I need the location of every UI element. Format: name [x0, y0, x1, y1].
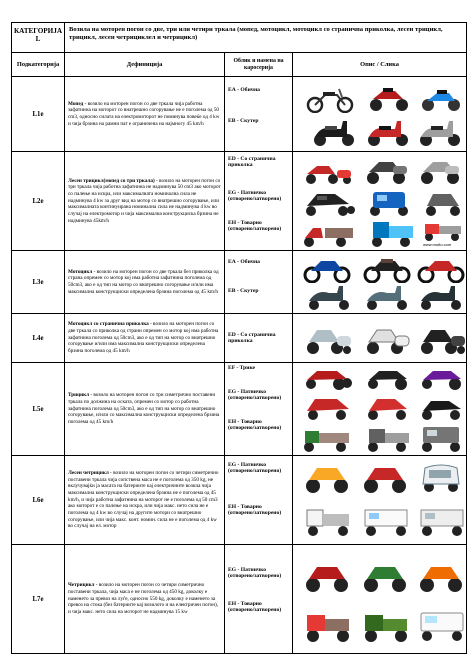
definition-body: - возило на моторен погон со две тркала чија работна зафатнина на моторот со внатрешно согорување не е поголема од 50 cm3, односно силата на електромоторот не поминува повеќе од 4 kw и чија брзина на рамни пат е ограничена на најмногу 45 km/h: [68, 100, 220, 127]
definition-text: [65, 314, 225, 363]
definition-text: [65, 456, 225, 545]
definition-body: - возило на моторен погон со три тркала чија работна зафатнина не надминува 50 cm3 ако моторот со палење на искра, или максималната номинална сила не надминува 4 kw за друг вид на мотор со внатрешно согорување, или максималната континуирана номинална сила не надминува 4 kw во случај на електромотор и чија максимална конструкциска брзина не надминува 45km/h: [68, 177, 221, 224]
vehicle-category-table: [11, 22, 467, 654]
definition-body: - возило на моторен погон со две тркала со приколка од страни опремен со мотор кој има работна зафатнина поголема од 50cm3, ако е од тип на мотор со внатрешно согорување и/или има максимална конструкциски определена брзина поголема од 45 km/h: [68, 321, 219, 354]
cargo-tricycle-image: [301, 423, 353, 453]
sidecar-motorcycle-image: [303, 320, 353, 356]
image-cell: [293, 456, 467, 545]
form-item: ЕА - Обична: [228, 87, 260, 93]
utility-quad-image: [417, 607, 467, 643]
quad-image: [361, 559, 409, 593]
form-item: EH - Товарно (отворено/затворено): [228, 220, 282, 233]
trike-image: [303, 365, 353, 391]
form-item: ЕВ - Скутер: [228, 288, 259, 294]
cargo-tricycle-image: [367, 218, 417, 248]
form-cell: [225, 251, 293, 314]
cargo-tricycle-image: [417, 423, 467, 453]
motorcycle-image: [303, 253, 351, 283]
col-subcategory: Подкатегорија: [12, 53, 65, 77]
scooter-image: [365, 117, 411, 147]
subcategory-code: L1e: [12, 77, 65, 152]
scooter-image: [311, 117, 357, 147]
image-credit: www.motto.com: [423, 242, 452, 247]
form-item: EG - Патничко (отворено/затворено): [228, 462, 282, 475]
quad-image: [303, 559, 351, 593]
form-cell: [225, 363, 293, 456]
definition-body: - возило на моторен погон со четири симетрично поставени тркала, чија маса е не поголема од 450 kg, доколку е наменето за превоз на луѓе, односно 550 kg, доколку е наменето за превоз на стока (без батериите кај возилото и на електричен погон), и чија макс. нето сила на моторот не надминува 15 kw: [68, 582, 218, 615]
quad-image: [417, 559, 465, 593]
form-item: EH - Товарно (отворено/затворено): [228, 419, 282, 432]
form-cell: [225, 456, 293, 545]
subcategory-code: L4e: [12, 314, 65, 363]
trike-image: [363, 365, 413, 391]
image-cell: [293, 545, 467, 654]
sidecar-moped-image: [417, 154, 463, 186]
table-row: [12, 251, 467, 314]
category-title: Возила на моторен погон со две, три или четири тркала (мопед, мотоцикл, мотоцикл со странична приколка, лесен трицикл, трицикл, лесен четрициклел и четрицикл): [65, 23, 467, 53]
form-cell: [225, 545, 293, 654]
definition-text: [65, 152, 225, 251]
form-cell: [225, 77, 293, 152]
light-tricycle-image: [365, 188, 415, 218]
moped-image: [419, 81, 463, 113]
form-item: EG - Патничко (отворено/затворено): [228, 389, 282, 402]
form-item: ЕА - Обична: [228, 259, 260, 265]
category-number: L: [35, 35, 41, 43]
table-row: [12, 77, 467, 152]
col-definition: Дефиниција: [65, 53, 225, 77]
definition-body: - возило на моторен погон со четири симетрично поставени тркала чија сопствена маса не е поголема од 350 kg, не вклучувајќи ја масата на батериите кај електричните возила чија максимална конструкциски определена брзина не е поголема од 45 km/h, и чија работна зафатнина на моторот не е поголема од 50 cm3 ако моторот е со палење на искра, или чија макс. нето сила не е поголема од 4 kw во случај на другите мотори со внатрешно согорување, или чија макс. конт. номин. сила не е поголема од 4 kw во случај на ел. мотор: [68, 470, 219, 530]
moped-image: [367, 81, 411, 113]
definition-lead: Трицикл: [68, 392, 90, 399]
form-item: EF - Трике: [228, 365, 256, 371]
passenger-tricycle-image: [417, 393, 467, 421]
definition-text: [65, 545, 225, 654]
image-cell: [293, 251, 467, 314]
light-tricycle-image: [303, 188, 357, 218]
microcar-image: [417, 460, 465, 494]
scooter-image: [417, 283, 465, 311]
quad-image: [361, 460, 409, 494]
header-row: [12, 23, 467, 53]
light-tricycle-image: [421, 188, 465, 218]
passenger-tricycle-image: [303, 393, 353, 421]
form-item: EH - Товарно (отворено/затворено): [228, 601, 282, 614]
subcategory-code: L7e: [12, 545, 65, 654]
definition-body: - возило на моторен погон со три симетрично поставени тркала пo должина на оската, опремен со мотор со работна зафатнина поголема од 50cm3, ако е од тип на мотор со внатрешно согорување, и/или со максимална конструкциски определена брзина поголема од 45 km/h: [68, 392, 220, 425]
scooter-image: [305, 283, 353, 311]
motorcycle-image: [417, 253, 465, 283]
cargo-tricycle-image: [301, 220, 357, 248]
image-cell: [293, 363, 467, 456]
category-label: КАТЕГОРИЈА: [13, 27, 63, 35]
col-form: Облик и намена на каросерија: [225, 53, 293, 77]
subcategory-code: L3e: [12, 251, 65, 314]
form-item: EH - Товарно (отворено/затворено): [228, 504, 282, 517]
image-cell: [293, 77, 467, 152]
cargo-quad-image: [303, 504, 353, 538]
form-item: ED - Со странична приколка: [228, 331, 276, 344]
form-item: EG - Патничко (отворено/затворено): [228, 567, 282, 580]
definition-body: - возило на моторен погон со две тркала без приколка од страна опремен со мотор кој има работна зафатнина поголема од 50cm3, ако е од тип на мотор со внатрешно согорување и/или има максимална конструкциски определена брзина поголема од 45 km/h: [68, 268, 219, 295]
form-item: EG - Патничко (отворено/затворено): [228, 190, 282, 203]
passenger-tricycle-image: [363, 393, 413, 421]
quad-image: [303, 460, 351, 494]
sidecar-motorcycle-image: [363, 320, 413, 356]
subcategory-code: L5e: [12, 363, 65, 456]
definition-text: [65, 251, 225, 314]
cargo-tricycle-image: [421, 218, 465, 242]
subcategory-code: L2e: [12, 152, 65, 251]
scooter-image: [363, 283, 411, 311]
col-description: Опис / Слика: [293, 53, 467, 77]
form-item: ЕВ - Скутер: [228, 118, 259, 124]
definition-lead: Мотоцикл: [68, 268, 93, 275]
definition-text: [65, 363, 225, 456]
form-cell: [225, 314, 293, 363]
cargo-tricycle-image: [363, 423, 413, 453]
form-item: ED - Со странична приколка: [228, 156, 276, 169]
definition-lead: Мотоцикл со странична приколка: [68, 321, 149, 328]
definition-lead: Лесен трицикл(мопед со три тркала): [68, 177, 155, 184]
utility-quad-image: [361, 607, 411, 643]
category-cell: [12, 23, 65, 53]
utility-quad-image: [303, 607, 353, 643]
motorcycle-image: [363, 253, 411, 283]
definition-lead: Четрицикл: [68, 582, 95, 589]
table-row: [12, 363, 467, 456]
sidecar-motorcycle-image: [417, 320, 467, 356]
sidecar-moped-image: [303, 156, 353, 186]
subcategory-code: L6e: [12, 456, 65, 545]
table-row: [12, 545, 467, 654]
table-row: [12, 314, 467, 363]
cargo-quad-image: [417, 504, 467, 538]
scooter-image: [417, 117, 463, 147]
trike-image: [417, 365, 467, 391]
table-row: [12, 152, 467, 251]
definition-lead: Лесен четрицикл: [68, 470, 109, 477]
image-cell: [293, 314, 467, 363]
sidecar-moped-image: [363, 154, 409, 186]
definition-text: [65, 77, 225, 152]
form-cell: [225, 152, 293, 251]
table-row: [12, 456, 467, 545]
image-cell: [293, 152, 467, 251]
definition-lead: Мопед: [68, 100, 84, 107]
moped-image: [305, 83, 355, 113]
column-header-row: [12, 53, 467, 77]
cargo-quad-image: [361, 504, 411, 538]
